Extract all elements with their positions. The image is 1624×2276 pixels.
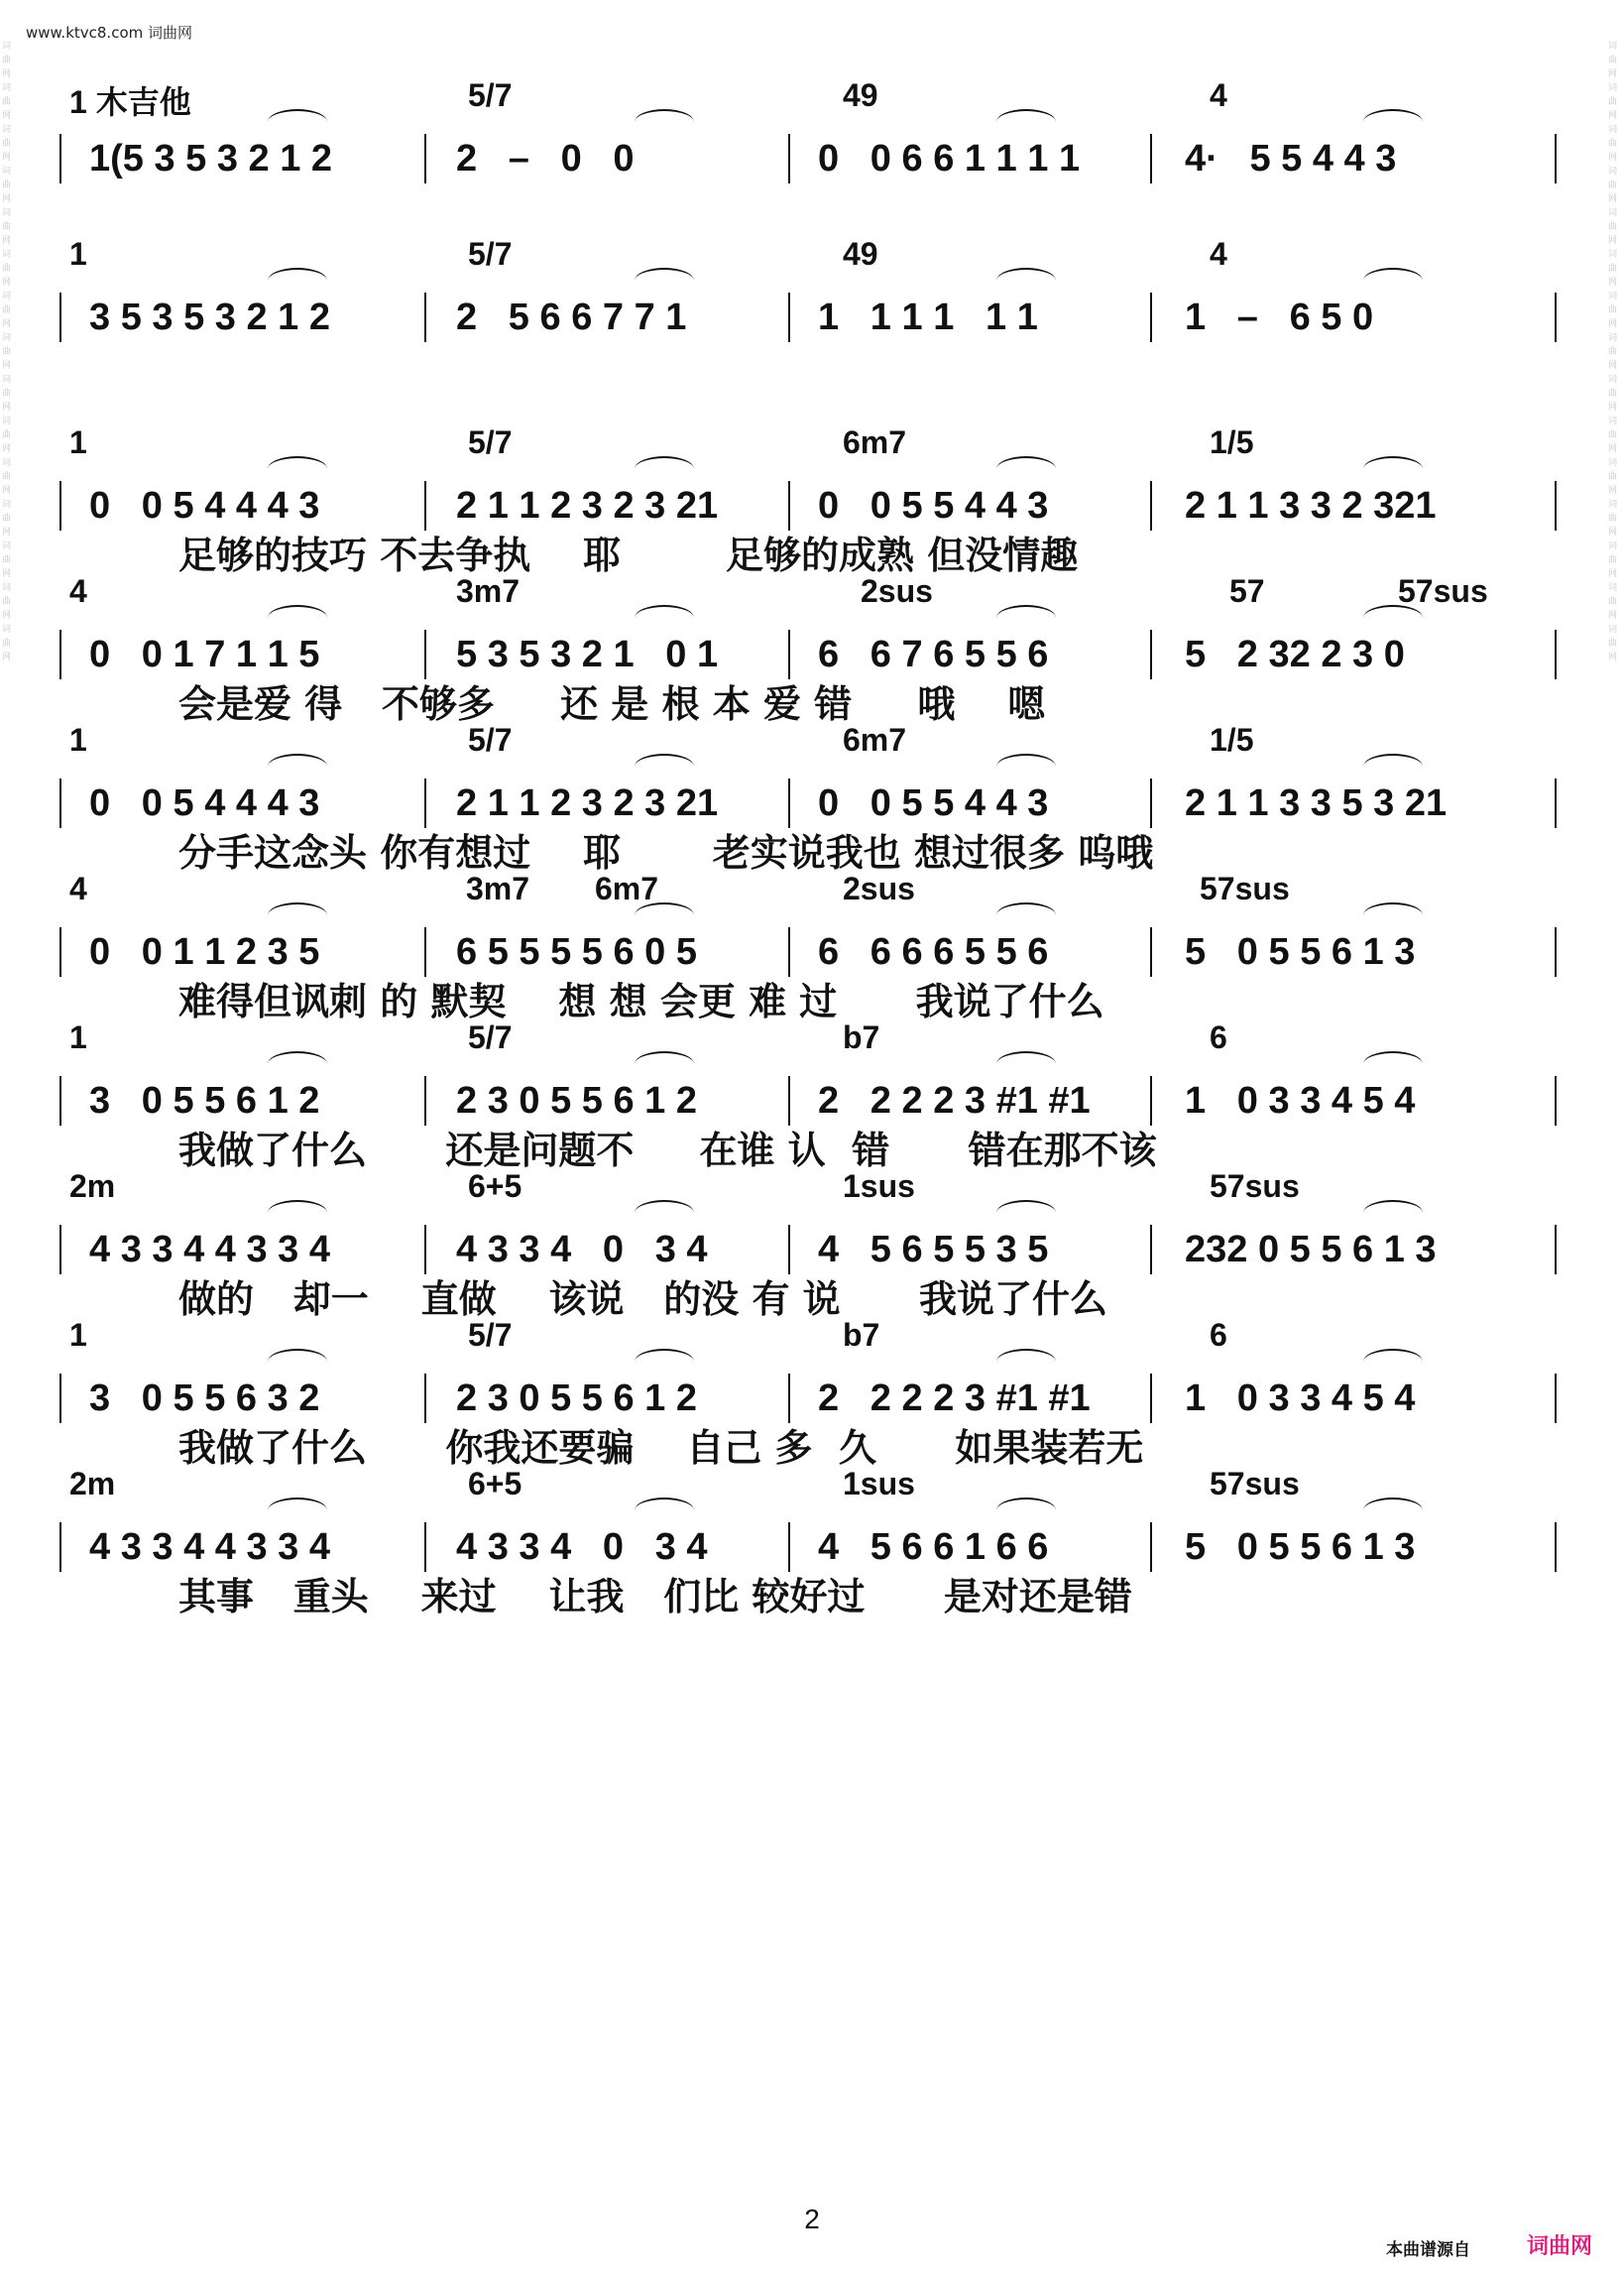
slur-mark	[268, 1200, 327, 1226]
slur-mark	[996, 456, 1056, 482]
bar-line	[788, 293, 790, 342]
chord-symbol: 1	[69, 722, 87, 758]
measure-notes: 5 0 5 5 6 1 3	[1185, 931, 1416, 973]
measure-notes: 2 3 0 5 5 6 1 2	[456, 1378, 697, 1419]
lyrics-line: 我做了什么 你我还要骗 自己 多 久 如果装若无	[178, 1426, 1144, 1470]
bar-line	[424, 1522, 426, 1572]
slur-mark	[996, 902, 1056, 928]
slur-mark	[1363, 605, 1423, 631]
bar-line	[59, 1522, 61, 1572]
slur-mark	[635, 1051, 694, 1077]
chord-symbol: 4	[69, 871, 87, 906]
chord-symbol: 57sus	[1200, 871, 1290, 906]
chord-symbol: 2sus	[861, 573, 933, 609]
chord-symbol: 6m7	[595, 871, 659, 906]
slur-mark	[635, 754, 694, 779]
measure-notes: 4 5 6 5 5 3 5	[818, 1229, 1049, 1270]
source-label: 本曲谱源自	[1386, 2240, 1470, 2260]
slur-mark	[996, 1200, 1056, 1226]
slur-mark	[996, 1349, 1056, 1375]
note-row	[59, 630, 1559, 679]
measure-notes: 0 0 1 1 2 3 5	[89, 931, 320, 973]
measure-notes: 1 – 6 5 0	[1185, 297, 1374, 338]
note-row	[59, 134, 1559, 183]
bar-line	[788, 927, 790, 977]
score-system	[59, 198, 1559, 417]
measure-notes: 1 0 3 3 4 5 4	[1185, 1080, 1416, 1122]
bar-line	[1555, 779, 1557, 828]
slur-mark	[268, 1051, 327, 1077]
measure-notes: 2 5 6 6 7 7 1	[456, 297, 687, 338]
chord-symbol: 1	[69, 1019, 87, 1055]
bar-line	[1555, 134, 1557, 183]
bar-line	[1150, 481, 1152, 531]
measure-notes: 1 0 3 3 4 5 4	[1185, 1378, 1416, 1419]
bar-line	[424, 927, 426, 977]
staff	[59, 198, 1559, 417]
note-row	[59, 293, 1559, 342]
measure-notes: 0 0 6 6 1 1 1 1	[818, 138, 1081, 180]
slur-mark	[1363, 1051, 1423, 1077]
score-system	[59, 1428, 1559, 1646]
bar-line	[424, 630, 426, 679]
measure-notes: 6 5 5 5 5 6 0 5	[456, 931, 697, 973]
slur-mark	[635, 109, 694, 135]
chord-symbol: 1	[69, 1317, 87, 1353]
bar-line	[788, 1076, 790, 1126]
chord-symbol: 57	[1229, 573, 1265, 609]
slur-mark	[1363, 754, 1423, 779]
lyrics-line: 分手这念头 你有想过 耶 老实说我也 想过很多 呜哦	[178, 831, 1154, 875]
chord-symbol: 3m7	[456, 573, 521, 609]
note-row	[59, 1076, 1559, 1126]
slur-mark	[1363, 109, 1423, 135]
chord-symbol: 5/7	[468, 1019, 513, 1055]
slur-mark	[635, 268, 694, 294]
chord-symbol: 2m	[69, 1168, 116, 1204]
measure-notes: 4 5 6 6 1 6 6	[818, 1526, 1049, 1568]
bar-line	[1555, 293, 1557, 342]
bar-line	[788, 779, 790, 828]
bar-line	[1555, 927, 1557, 977]
bar-line	[788, 630, 790, 679]
chord-symbol: 4	[1210, 236, 1227, 272]
chord-symbol: b7	[843, 1019, 880, 1055]
slur-mark	[635, 456, 694, 482]
measure-notes: 6 6 6 6 5 5 6	[818, 931, 1049, 973]
slur-mark	[996, 754, 1056, 779]
slur-mark	[1363, 902, 1423, 928]
note-row	[59, 1225, 1559, 1274]
bar-line	[1150, 1225, 1152, 1274]
bar-line	[59, 1374, 61, 1423]
bar-line	[424, 1374, 426, 1423]
slur-mark	[996, 109, 1056, 135]
slur-mark	[1363, 268, 1423, 294]
measure-notes: 2 3 0 5 5 6 1 2	[456, 1080, 697, 1122]
measure-notes: 0 0 5 5 4 4 3	[818, 485, 1049, 527]
chord-symbol: 6	[1210, 1019, 1227, 1055]
bar-line	[788, 134, 790, 183]
slur-mark	[1363, 456, 1423, 482]
measure-notes: 2 1 1 3 3 5 3 21	[1185, 782, 1448, 824]
staff	[59, 1428, 1559, 1646]
chord-symbol: 1	[69, 424, 87, 460]
bar-line	[1150, 293, 1152, 342]
measure-notes: 1(5 3 5 3 2 1 2	[89, 138, 333, 180]
slur-mark	[268, 456, 327, 482]
chord-symbol: 5/7	[468, 722, 513, 758]
slur-mark	[268, 109, 327, 135]
lyrics-line: 足够的技巧 不去争执 耶 足够的成熟 但没情趣	[178, 534, 1079, 577]
measure-notes: 4 3 3 4 0 3 4	[456, 1229, 708, 1270]
bar-line	[788, 1374, 790, 1423]
chord-symbol: 4	[69, 573, 87, 609]
bar-line	[1150, 779, 1152, 828]
chord-symbol: 6m7	[843, 722, 907, 758]
measure-notes: 4· 5 5 4 4 3	[1185, 138, 1397, 180]
slur-mark	[268, 1349, 327, 1375]
chord-symbol: 57sus	[1210, 1466, 1300, 1501]
bar-line	[1555, 1522, 1557, 1572]
lyrics-line: 难得但讽刺 的 默契 想 想 会更 难 过 我说了什么	[178, 980, 1104, 1023]
lyrics-line: 其事 重头 来过 让我 们比 较好过 是对还是错	[178, 1575, 1132, 1618]
chord-symbol: 2sus	[843, 871, 915, 906]
chord-symbol: 57sus	[1398, 573, 1488, 609]
lyrics-line	[178, 343, 1539, 391]
chord-symbol: 2m	[69, 1466, 116, 1501]
bar-line	[1150, 1076, 1152, 1126]
note-row	[59, 927, 1559, 977]
chord-symbol: 49	[843, 236, 878, 272]
measure-notes: 0 0 5 5 4 4 3	[818, 782, 1049, 824]
slur-mark	[268, 605, 327, 631]
slur-mark	[996, 268, 1056, 294]
note-row	[59, 1374, 1559, 1423]
measure-notes: 0 0 5 4 4 4 3	[89, 485, 320, 527]
bar-line	[1555, 481, 1557, 531]
bar-line	[424, 134, 426, 183]
measure-notes: 0 0 5 4 4 4 3	[89, 782, 320, 824]
chord-symbol: 3m7	[466, 871, 530, 906]
side-watermark-left: 词曲网词曲网词曲网词曲网词曲网词曲网词曲网词曲网词曲网词曲网词曲网词曲网词曲网词曲网词曲网	[2, 42, 12, 662]
slur-mark	[268, 268, 327, 294]
measure-notes: 3 0 5 5 6 3 2	[89, 1378, 320, 1419]
measure-notes: 4 3 3 4 0 3 4	[456, 1526, 708, 1568]
chord-symbol: 4	[1210, 77, 1227, 113]
chord-symbol: 5/7	[468, 424, 513, 460]
measure-notes: 0 0 1 7 1 1 5	[89, 634, 320, 675]
chord-symbol: 6m7	[843, 424, 907, 460]
bar-line	[59, 1076, 61, 1126]
chord-symbol: 6+5	[468, 1466, 522, 1501]
lyrics-line: 会是爱 得 不够多 还 是 根 本 爱 错 哦 嗯	[178, 682, 1046, 726]
chord-symbol: 1/5	[1210, 424, 1254, 460]
measure-notes: 2 1 1 2 3 2 3 21	[456, 782, 719, 824]
slur-mark	[268, 754, 327, 779]
measure-notes: 4 3 3 4 4 3 3 4	[89, 1229, 330, 1270]
bar-line	[1150, 927, 1152, 977]
site-header[interactable]: www.ktvc8.com 词曲网	[26, 24, 193, 42]
bar-line	[59, 630, 61, 679]
bar-line	[424, 1076, 426, 1126]
chord-symbol: 5/7	[468, 1317, 513, 1353]
chord-symbol: 1/5	[1210, 722, 1254, 758]
bar-line	[59, 293, 61, 342]
bar-line	[1150, 630, 1152, 679]
bar-line	[59, 927, 61, 977]
chord-symbol: 49	[843, 77, 878, 113]
measure-notes: 2 2 2 2 3 #1 #1	[818, 1080, 1091, 1122]
bar-line	[788, 1225, 790, 1274]
measure-notes: 2 2 2 2 3 #1 #1	[818, 1378, 1091, 1419]
slur-mark	[635, 902, 694, 928]
brand-logo[interactable]: 词曲网	[1527, 2234, 1593, 2259]
bar-line	[1150, 1374, 1152, 1423]
bar-line	[59, 134, 61, 183]
slur-mark	[1363, 1497, 1423, 1523]
bar-line	[424, 481, 426, 531]
bar-line	[788, 1522, 790, 1572]
measure-notes: 232 0 5 5 6 1 3	[1185, 1229, 1437, 1270]
chord-symbol: 5/7	[468, 77, 513, 113]
chord-symbol: 1	[69, 236, 87, 272]
bar-line	[1150, 1522, 1152, 1572]
slur-mark	[996, 605, 1056, 631]
side-watermark-right: 词曲网词曲网词曲网词曲网词曲网词曲网词曲网词曲网词曲网词曲网词曲网词曲网词曲网词曲网词曲网	[1608, 42, 1618, 662]
measure-notes: 4 3 3 4 4 3 3 4	[89, 1526, 330, 1568]
measure-notes: 5 2 32 2 3 0	[1185, 634, 1405, 675]
measure-notes: 2 1 1 2 3 2 3 21	[456, 485, 719, 527]
slur-mark	[996, 1051, 1056, 1077]
measure-notes: 6 6 7 6 5 5 6	[818, 634, 1049, 675]
bar-line	[424, 779, 426, 828]
bar-line	[788, 481, 790, 531]
note-row	[59, 481, 1559, 531]
note-row	[59, 779, 1559, 828]
measure-notes: 1 1 1 1 1 1	[818, 297, 1038, 338]
bar-line	[59, 779, 61, 828]
slur-mark	[635, 605, 694, 631]
bar-line	[59, 481, 61, 531]
lyrics-line: 我做了什么 还是问题不 在谁 认 错 错在那不该	[178, 1129, 1157, 1172]
slur-mark	[1363, 1200, 1423, 1226]
bar-line	[1555, 1076, 1557, 1126]
chord-symbol: 6+5	[468, 1168, 522, 1204]
slur-mark	[635, 1200, 694, 1226]
measure-notes: 5 3 5 3 2 1 0 1	[456, 634, 719, 675]
measure-notes: 2 – 0 0	[456, 138, 635, 180]
bar-line	[1555, 630, 1557, 679]
slur-mark	[635, 1497, 694, 1523]
bar-line	[1555, 1225, 1557, 1274]
chord-symbol: 5/7	[468, 236, 513, 272]
slur-mark	[996, 1497, 1056, 1523]
chord-symbol: 1 木吉他	[69, 84, 191, 120]
bar-line	[1555, 1374, 1557, 1423]
bar-line	[59, 1225, 61, 1274]
lyrics-line: 做的 却一 直做 该说 的没 有 说 我说了什么	[178, 1277, 1108, 1321]
page-number: 2	[804, 2204, 820, 2234]
chord-symbol: b7	[843, 1317, 880, 1353]
measure-notes: 5 0 5 5 6 1 3	[1185, 1526, 1416, 1568]
slur-mark	[268, 902, 327, 928]
measure-notes: 2 1 1 3 3 2 321	[1185, 485, 1437, 527]
slur-mark	[268, 1497, 327, 1523]
chord-symbol: 6	[1210, 1317, 1227, 1353]
chord-symbol: 1sus	[843, 1168, 915, 1204]
note-row	[59, 1522, 1559, 1572]
bar-line	[1150, 134, 1152, 183]
measure-notes: 3 0 5 5 6 1 2	[89, 1080, 320, 1122]
slur-mark	[635, 1349, 694, 1375]
bar-line	[424, 1225, 426, 1274]
slur-mark	[1363, 1349, 1423, 1375]
chord-symbol: 57sus	[1210, 1168, 1300, 1204]
chord-symbol: 1sus	[843, 1466, 915, 1501]
measure-notes: 3 5 3 5 3 2 1 2	[89, 297, 330, 338]
bar-line	[424, 293, 426, 342]
